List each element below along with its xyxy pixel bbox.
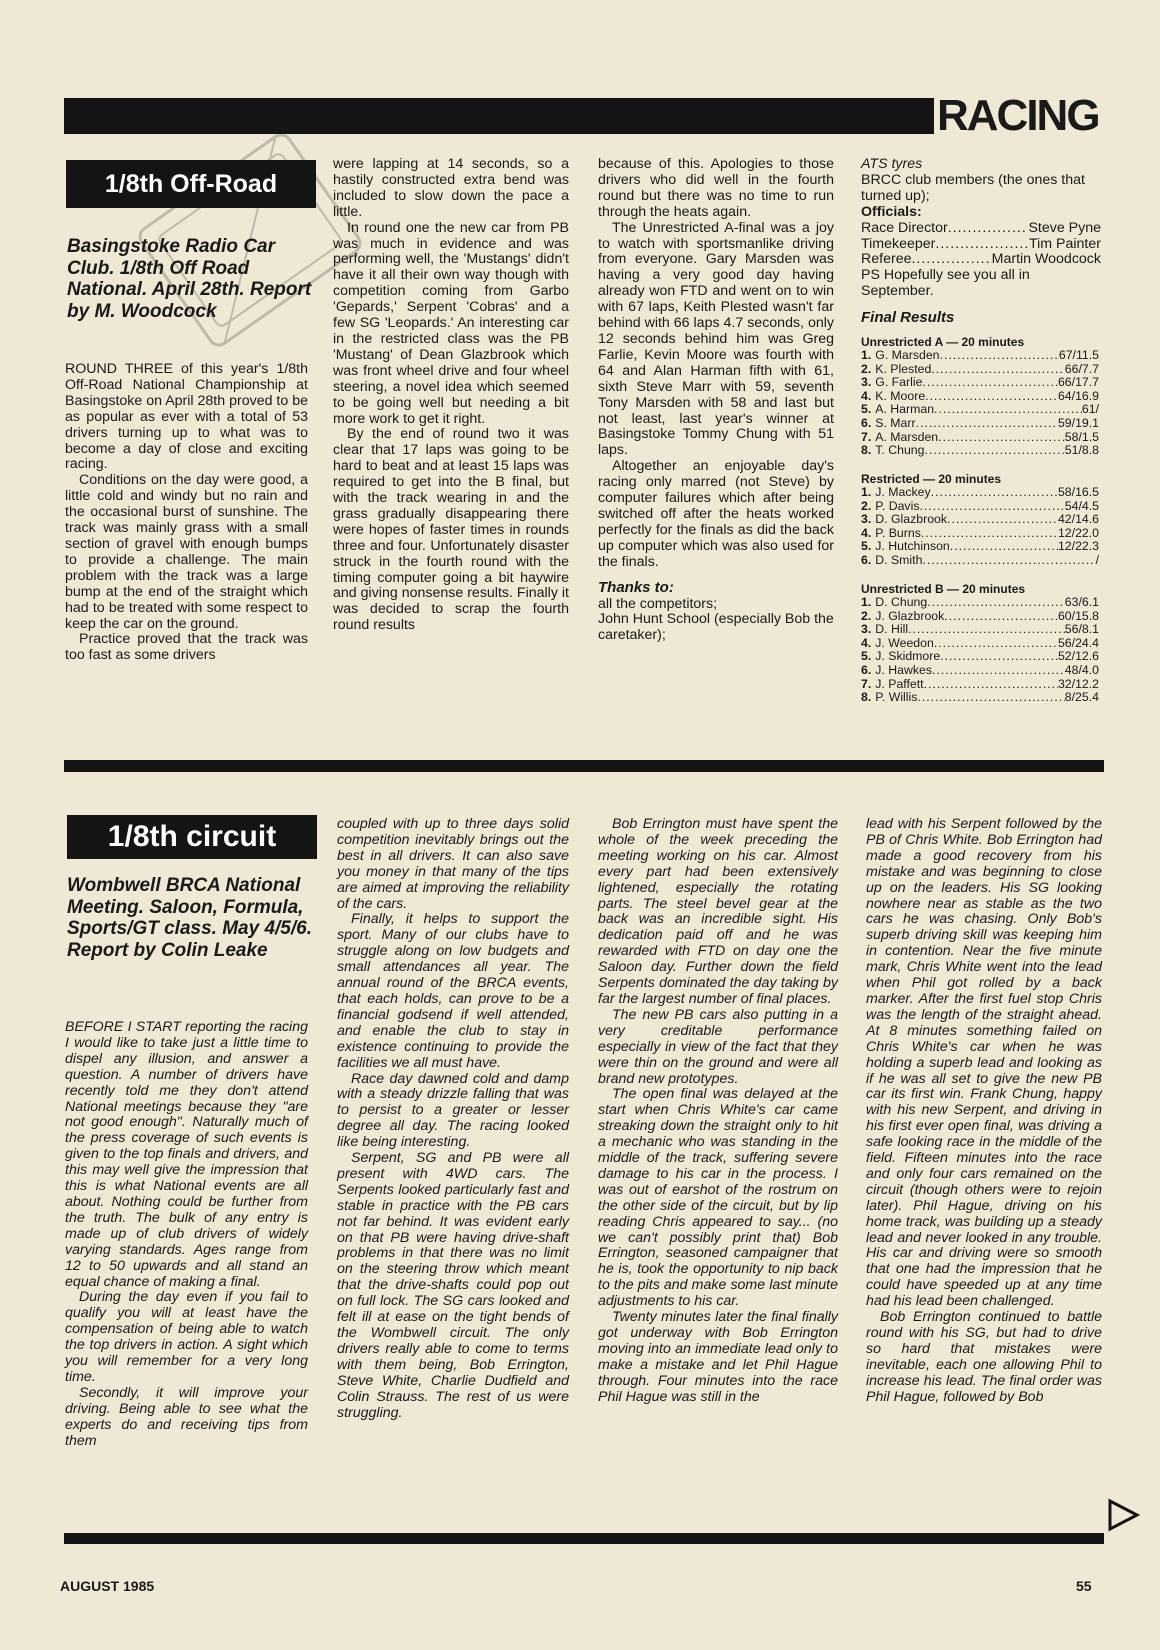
result-driver: K. Moore (875, 388, 926, 403)
result-driver: K. Plested (875, 361, 932, 376)
result-laps-time: 61/ (1081, 402, 1099, 417)
result-laps-time: 54/4.5 (1064, 498, 1099, 513)
leader-dots (925, 390, 1058, 404)
result-row (861, 678, 1099, 692)
article2-col2 (337, 817, 569, 1421)
result-position: 5. (861, 649, 872, 664)
result-row (861, 623, 1099, 637)
paragraph: lead with his Serpent followed by the PB of Chris White. Bob Errington had made a good recovery from his mistake and was beginning to close up on the leaders. His SG looking nowhere near as stable as the two cars he was chasing. Only Bob's superb driving skill was keeping him in contention. Near the five minute mark, Chris White went into the lead when Phil got rolled by a back marker. After the first fuel stop Chris was the length of the straight ahead. At 8 minutes something failed on Chris White's car when he was holding a superb lead and looking as if he was all set to give the new PB car its first win. Frank Chung, happy with his new Serpent, and driving in his first ever open final, was driving a safe looking race in the middle of the field. Fifteen minutes into the race and only four cars remained on the circuit (though others were to rejoin later). Phil Hague, driving on his home track, was building up a steady lead and never looked in any trouble. His car and driving were so smooth that one had the impression that he could have speeded up at any time had his lead been challenged. (866, 816, 1102, 1310)
leader-dots (921, 527, 1058, 541)
leader-dots (908, 623, 1065, 637)
result-position: 2. (861, 361, 872, 376)
result-laps-time: 66/17.7 (1057, 375, 1099, 390)
results-heading: Unrestricted A — 20 minutes (861, 335, 1025, 349)
result-laps-time: 42/14.6 (1057, 512, 1099, 527)
result-position: 7. (861, 429, 872, 444)
result-laps-time: 67/11.5 (1058, 348, 1099, 362)
result-laps-time: 12/22.3 (1057, 539, 1099, 554)
result-position: 4. (861, 635, 872, 650)
leader-dots (931, 486, 1058, 500)
official-row (861, 221, 1101, 237)
official-row (861, 252, 1101, 268)
leader-dots (932, 664, 1065, 678)
article2-title: 1/8th circuit (67, 815, 317, 859)
article2-subtitle: Wombwell BRCA National Meeting. Saloon, Formula, Sports/GT class. May 4/5/6. Report by Colin Leake (67, 875, 312, 961)
official-role: Race Director (861, 219, 948, 236)
middle-rule (64, 760, 1104, 772)
result-row (861, 403, 1099, 417)
result-position: 3. (861, 375, 872, 390)
result-row (861, 691, 1099, 705)
paragraph: The open final was delayed at the start when Chris White's car came streaking down the straight only to hit a mechanic who was standing in the middle of the track, suffering severe damage to his car in the process. I was out of earshot of the rostrum on the other side of the circuit, but by lip reading Chris appeared to say... (no we can't possibly print that) Bob Errington, seasoned campaigner that he is, took the opportunity to nip back to the pits and make some last minute adjustments to his car. (598, 1086, 838, 1310)
paragraph: The new PB cars also putting in a very creditable performance especially in view of the fact that they were thin on the ground and were all brand new prototypes. (598, 1006, 838, 1087)
result-row (861, 540, 1099, 554)
result-row (861, 527, 1099, 541)
article2-col3 (598, 817, 838, 1406)
bottom-rule (64, 1533, 1104, 1544)
result-driver: D. Smith (875, 552, 923, 567)
result-driver: D. Glazbrook (875, 512, 948, 527)
result-position: 1. (861, 348, 872, 362)
results-unrestricted-a (861, 335, 1099, 458)
results-table (861, 349, 1099, 458)
results-heading: Unrestricted B — 20 minutes (861, 582, 1026, 596)
issue-date: AUGUST 1985 (60, 1578, 155, 1594)
article2-col4 (866, 817, 1102, 1406)
result-driver: J. Paffett (875, 676, 924, 691)
result-driver: P. Burns (875, 525, 921, 540)
paragraph: Serpent, SG and PB were all present with 4WD cars. The Serpents looked particularly fast and stable in practice with the PB cars not far behind. It was evident early on that PB were having drive-shaft problems in that there was no limit on the steering throw which meant that the drive-shafts could pop out on full lock. The SG cars looked and felt ill at ease on the tight bends of the Wombwell circuit. The only drivers really able to come to terms with them being, Bob Errington, Steve White, Charlie Dudfield and Colin Strauss. The rest of us were struggling. (337, 1150, 569, 1421)
results-restricted (861, 472, 1099, 568)
paragraph: Altogether an enjoyable day's racing only marred (not Steve) by computer failures which after being switched off after the heats worked perfectly for the finals as did the back up computer which was also used for the finals. (598, 458, 834, 570)
paragraph: In round one the new car from PB was much in evidence and was performing well, the 'Mustangs' didn't have it all their own way though with competition coming from Garbo 'Gepards,' Serpent 'Cobras' and a few SG 'Leopards.' An interesting car in the restricted class was the PB 'Mustang' of Dean Glazbrook which was front wheel drive and four wheel steering, a novel idea which seemed to be going well but needing a bit more work to get it right. (333, 219, 569, 427)
thanks-line: ATS tyres (861, 156, 923, 172)
paragraph: Bob Errington continued to battle round with his SG, but had to drive so hard that mistakes were inevitable, each one allowing Phil to increase his lead. The final order was Phil Hague, followed by Bob (866, 1309, 1102, 1405)
paragraph: Conditions on the day were good, a little cold and windy but no rain and the occasional burst of sunshine. The track was mainly grass with a small section of gravel with enough bumps to provide a challenge. The main problem with the track was a large bump at the end of the straight which had to be treated with some respect to keep the car on the ground. (65, 472, 308, 632)
leader-dots (919, 500, 1064, 514)
result-driver: J. Mackey (875, 485, 931, 499)
official-role: Referee (861, 251, 912, 268)
result-position: 3. (861, 512, 872, 527)
thanks-line: BRCC club members (the ones that turned up); (861, 171, 1085, 204)
paragraph: because of this. Apologies to those drivers who did well in the fourth round but there was no time to run through the heats again. (598, 156, 834, 220)
article1-subtitle: Basingstoke Radio Car Club. 1/8th Off Road National. April 28th. Report by M. Woodcock (67, 236, 312, 322)
result-position: 5. (861, 402, 872, 417)
results-heading: Restricted — 20 minutes (861, 472, 1002, 486)
leader-dots (922, 554, 1095, 568)
thanks-line: all the competitors; (598, 595, 718, 612)
result-driver: G. Farlie (875, 375, 923, 390)
result-laps-time: 48/4.0 (1064, 662, 1099, 677)
final-results-heading: Final Results (861, 309, 955, 327)
postscript: PS Hopefully see you all in September. (861, 267, 1030, 300)
paragraph: During the day even if you fail to qualify you will at least have the compensation of being able to watch the top drivers in action. A sight which you will remember for a very long time. (65, 1289, 308, 1385)
result-row (861, 500, 1099, 514)
paragraph: Practice proved that the track was too fast as some drivers (65, 631, 308, 664)
result-laps-time: 51/8.8 (1064, 443, 1099, 458)
result-row (861, 376, 1099, 390)
paragraph: Bob Errington must have spent the whole of the week preceding the meeting working on his car. Almost every part had been extensively lightened, especially the rotating parts. The steel bevel gear at the back was an incredible sight. His dedication paid off and he was rewarded with FTD on day one the Saloon day. Further down the field Serpents dominated the day taking by far the largest number of final places. (598, 816, 838, 1007)
result-laps-time: 56/24.4 (1057, 635, 1099, 650)
results-table (861, 486, 1099, 568)
paragraph: BEFORE I START reporting the racing I would like to take just a little time to dispel any illusion, and answer a question. A number of drivers have recently told me they don't attend National meetings because they "are not good enough". Naturally much of the press coverage of such events is given to the top finals and drivers, and this may well give the impression that this is what National events are all about. Nothing could be further from the truth. The bulk of any entry is made up of club drivers of widely varying standards. Ages range from 12 to 50 upwards and all stand an equal chance of making a final. (65, 1019, 308, 1290)
leader-dots (944, 610, 1058, 624)
result-row (861, 363, 1099, 377)
leader-dots (924, 678, 1058, 692)
result-position: 2. (861, 608, 872, 623)
result-row (861, 390, 1099, 404)
result-laps-time: 66/7.7 (1064, 361, 1099, 376)
result-laps-time: 12/22.0 (1057, 525, 1099, 540)
result-row (861, 513, 1099, 527)
result-driver: T. Chung (875, 443, 925, 458)
leader-dots (916, 417, 1058, 431)
result-driver: D. Hill (875, 622, 909, 637)
result-position: 3. (861, 622, 872, 637)
official-row (861, 237, 1101, 253)
officials-list (861, 221, 1101, 269)
result-row (861, 444, 1099, 458)
article2-col1 (65, 1020, 308, 1449)
paragraph: The Unrestricted A-final was a joy to watch with sportsmanlike driving from everyone. Gary Marsden was having a very good day having already won FTD and went on to win with 67 laps, Keith Plested wasn't far behind with 66 laps 4.7 seconds, only 12 seconds behind him was Greg Farlie, Kevin Moore was fourth with 64 and Alan Harman fifth with 61, sixth Steve Marr with 59, seventh Tony Marsden with 58 and last but not least, last year's winner at Basingstoke Tommy Chung with 51 laps. (598, 219, 834, 459)
article1-title: 1/8th Off-Road (66, 160, 316, 208)
leader-dots (922, 376, 1058, 390)
result-driver: S. Marr (875, 415, 916, 430)
leader-dots (935, 237, 1029, 253)
result-position: 6. (861, 662, 872, 677)
results-unrestricted-b (861, 582, 1099, 705)
paragraph: Finally, it helps to support the sport. Many of our clubs have to struggle along on low budgets and small attendances all year. The annual round of the BRCA events, that each holds, can prove to be a financial godsend if well attended, and enable the club to stay in existence continuing to provide the facilities we all must have. (337, 911, 569, 1071)
result-row (861, 554, 1099, 568)
paragraph: were lapping at 14 seconds, so a hastily constructed extra bend was included to slow down the pace a little. (333, 156, 569, 220)
paragraph: Twenty minutes later the final finally got underway with Bob Errington moving into an immediate lead only to make a mistake and let Phil Hague through. Four minutes into the race Phil Hague was still in the (598, 1309, 838, 1405)
leader-dots (934, 637, 1058, 651)
result-row (861, 349, 1099, 363)
official-name: Steve Pyne (1028, 219, 1101, 236)
article1-col1 (65, 362, 308, 664)
leader-dots (934, 403, 1082, 417)
result-driver: A. Harman (875, 402, 935, 417)
article1-col2 (333, 157, 569, 634)
result-driver: G. Marsden (875, 348, 940, 362)
result-position: 8. (861, 443, 872, 458)
continue-arrow-icon (1106, 1498, 1140, 1532)
result-laps-time: / (1095, 552, 1099, 567)
leader-dots (950, 540, 1058, 554)
leader-dots (924, 444, 1064, 458)
result-laps-time: 64/16.9 (1057, 388, 1099, 403)
paragraph: By the end of round two it was clear that 17 laps was going to be hard to beat and at least 15 laps was required to get into the B final, but with the track wearing in and the grass gradually disappearing there were hopes of faster times in rounds three and four. Unfortunately disaster struck in the fourth round with the timing computer going a bit haywire and giving nonsense results. Finally it was decided to scrap the fourth round results (333, 426, 569, 634)
result-laps-time: 56/8.1 (1064, 622, 1099, 637)
result-row (861, 650, 1099, 664)
result-position: 6. (861, 552, 872, 567)
article1-col4 (861, 157, 1101, 327)
result-driver: P. Davis (875, 498, 920, 513)
result-row (861, 417, 1099, 431)
result-driver: J. Hutchinson (875, 539, 950, 554)
result-laps-time: 8/25.4 (1064, 690, 1099, 705)
result-position: 1. (861, 485, 872, 499)
result-laps-time: 58/1.5 (1064, 429, 1099, 444)
result-laps-time: 59/19.1 (1057, 415, 1099, 430)
paragraph: coupled with up to three days solid competition inevitably brings out the best in all drivers. It can also save you money in that many of the tips are aimed at improving the reliability of the cars. (337, 816, 569, 912)
official-name: Martin Woodcock (991, 251, 1101, 268)
result-laps-time: 58/16.5 (1057, 485, 1099, 499)
result-driver: J. Skidmore (875, 649, 941, 664)
result-position: 2. (861, 498, 872, 513)
leader-dots (927, 596, 1065, 610)
leader-dots (917, 691, 1064, 705)
leader-dots (940, 349, 1059, 363)
result-position: 6. (861, 415, 872, 430)
page-number: 55 (1076, 1578, 1092, 1594)
leader-dots (911, 252, 991, 268)
result-row (861, 596, 1099, 610)
paragraph: Race day dawned cold and damp with a steady drizzle falling that was to persist to a greater or lesser degree all day. The racing looked like being interesting. (337, 1070, 569, 1151)
section-label: RACING (937, 91, 1099, 140)
result-driver: J. Hawkes (875, 662, 932, 677)
leader-dots (947, 513, 1058, 527)
official-name: Tim Painter (1028, 235, 1101, 252)
official-role: Timekeeper (861, 235, 936, 252)
result-driver: D. Chung (875, 595, 928, 609)
thanks-line: John Hunt School (especially Bob the caretaker); (598, 611, 834, 644)
results-table (861, 596, 1099, 705)
result-row (861, 486, 1099, 500)
paragraph: Secondly, it will improve your driving. Being able to see what the experts do and receiving tips from them (65, 1384, 308, 1449)
leader-dots (940, 650, 1058, 664)
result-position: 1. (861, 595, 872, 609)
leader-dots (931, 363, 1064, 377)
result-driver: J. Weedon (875, 635, 934, 650)
result-position: 8. (861, 690, 872, 705)
officials-heading: Officials: (861, 203, 922, 220)
result-driver: J. Glazbrook (875, 608, 945, 623)
result-laps-time: 63/6.1 (1064, 595, 1099, 609)
result-row (861, 637, 1099, 651)
paragraph: ROUND THREE of this year's 1/8th Off-Road National Championship at Basingstoke on April 28th proved to be as popular as ever with a total of 53 drivers turning up to what was to become a day of close and exciting racing. (65, 361, 308, 473)
result-laps-time: 60/15.8 (1057, 608, 1099, 623)
result-row (861, 610, 1099, 624)
leader-dots (938, 431, 1065, 445)
result-position: 4. (861, 388, 872, 403)
result-row (861, 664, 1099, 678)
result-row (861, 431, 1099, 445)
thanks-heading: Thanks to: (598, 578, 674, 596)
result-position: 5. (861, 539, 872, 554)
result-driver: P. Willis (875, 690, 918, 705)
result-driver: A. Marsden (875, 429, 939, 444)
result-laps-time: 52/12.6 (1057, 649, 1099, 664)
result-position: 4. (861, 525, 872, 540)
leader-dots (948, 221, 1029, 237)
result-position: 7. (861, 676, 872, 691)
article1-col3 (598, 157, 834, 644)
result-laps-time: 32/12.2 (1057, 676, 1099, 691)
